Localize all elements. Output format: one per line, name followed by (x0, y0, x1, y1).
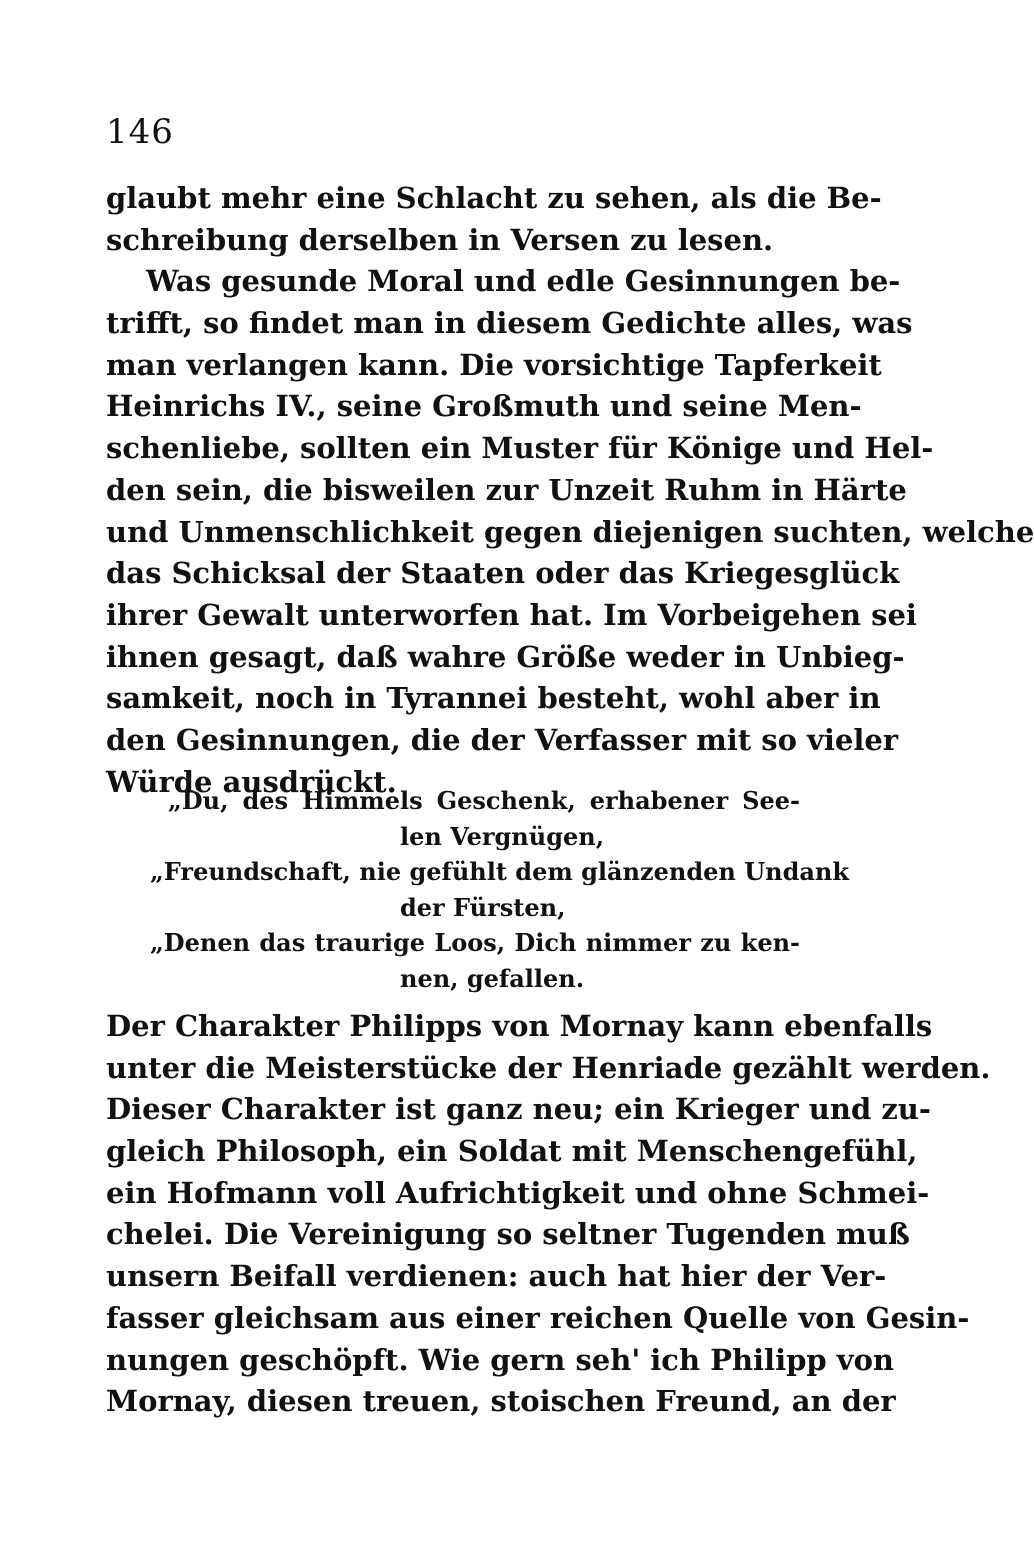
text-line: schreibung derselben in Versen zu lesen. (106, 222, 774, 257)
verse-line: „Denen das traurige Loos, Dich nimmer zu ken- (150, 928, 800, 957)
text-line: das Schicksal der Staaten oder das Kriegesglück (106, 556, 900, 591)
text-line: samkeit, noch in Tyrannei besteht, wohl aber in (106, 681, 881, 716)
text-line: schenliebe, sollten ein Muster für Könige und Hel- (106, 431, 934, 466)
text-line: den Gesinnungen, die der Verfasser mit so vieler (106, 722, 899, 757)
text-line: Würde ausdrückt. (106, 764, 397, 799)
text-line: den sein, die bisweilen zur Unzeit Ruhm in Härte (106, 472, 907, 507)
text-line: ein Hofmann voll Aufrichtigkeit und ohne Schmei- (106, 1175, 930, 1210)
text-line: unter die Meisterstücke der Henriade gezählt werden. (106, 1050, 991, 1085)
text-line: gleich Philosoph, ein Soldat mit Menschengefühl, (106, 1134, 918, 1169)
text-line: und Unmenschlichkeit gegen diejenigen suchten, welche (106, 514, 1034, 549)
paragraph-2 (106, 1006, 991, 1423)
paragraph-1 (106, 178, 1034, 803)
verse-line: „Freundschaft, nie gefühlt dem glänzenden Undank (150, 857, 849, 886)
text-line: fasser gleichsam aus einer reichen Quelle von Gesin- (106, 1300, 970, 1335)
text-line: chelei. Die Vereinigung so seltner Tugenden muß (106, 1217, 910, 1252)
text-line: Was gesunde Moral und edle Gesinnungen be- (146, 264, 901, 299)
verse-line-continuation: der Fürsten, (400, 892, 566, 922)
page-number: 146 (106, 112, 174, 152)
verse-quotation (150, 783, 849, 996)
text-line: nungen geschöpft. Wie gern seh' ich Philipp von (106, 1342, 895, 1377)
text-line: Heinrichs IV., seine Großmuth und seine Men- (106, 389, 862, 424)
text-line: Mornay, diesen treuen, stoischen Freund, an der (106, 1384, 896, 1419)
text-line: ihrer Gewalt unterworfen hat. Im Vorbeigehen sei (106, 597, 917, 632)
text-line: unsern Beifall verdienen: auch hat hier der Ver- (106, 1259, 887, 1294)
text-line: ihnen gesagt, daß wahre Größe weder in Unbieg- (106, 639, 905, 674)
text-line: Dieser Charakter ist ganz neu; ein Krieger und zu- (106, 1092, 931, 1127)
text-line: trifft, so findet man in diesem Gedichte alles, was (106, 306, 913, 341)
text-line: man verlangen kann. Die vorsichtige Tapferkeit (106, 347, 882, 382)
verse-line: „Du, des Himmels Geschenk, erhabener See- (168, 786, 800, 815)
verse-line-continuation: nen, gefallen. (400, 963, 585, 993)
text-line: glaubt mehr eine Schlacht zu sehen, als die Be- (106, 181, 882, 215)
text-line: Der Charakter Philipps von Mornay kann ebenfalls (106, 1009, 933, 1043)
verse-line-continuation: len Vergnügen, (400, 821, 605, 851)
